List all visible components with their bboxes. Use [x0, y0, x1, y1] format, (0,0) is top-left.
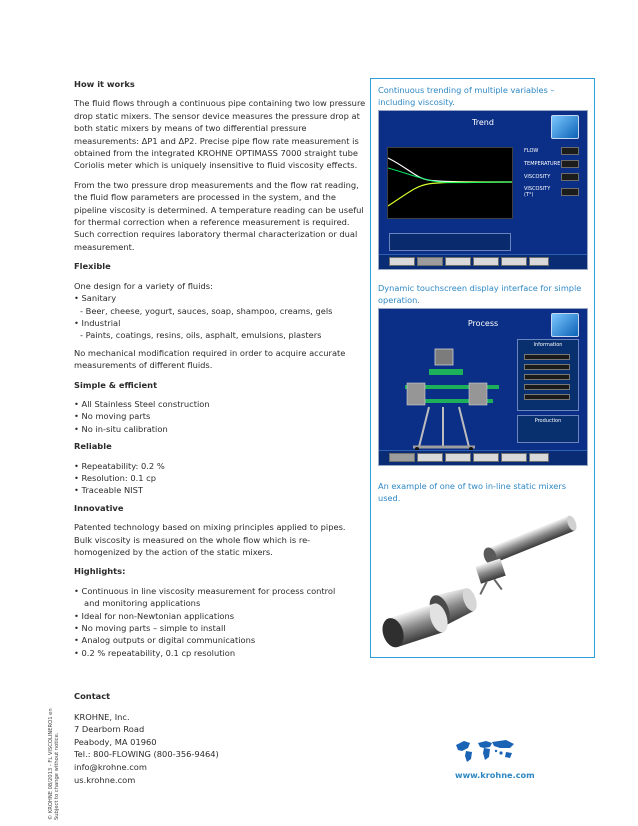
static-mixer-photo: [378, 503, 588, 656]
production-panel-title: Production: [534, 418, 562, 424]
flexible-sanitary-examples: - Beer, cheese, yogurt, sauces, soap, shampoo, creams, gels: [80, 305, 333, 316]
screen-button: [473, 257, 499, 266]
screen-button: [473, 453, 499, 462]
highlights-item: • No moving parts – simple to install: [74, 623, 226, 634]
left-column: [74, 78, 366, 659]
simple-efficient-heading: Simple & efficient: [74, 379, 158, 390]
flexible-bullet-industrial: • Industrial: [74, 317, 121, 328]
reliable-item: • Repeatability: 0.2 %: [74, 460, 165, 471]
highlights-item: • 0.2 % repeatability, 0.1 cp resolution: [74, 647, 236, 658]
information-panel: [517, 339, 579, 411]
reliable-item: • Traceable NIST: [74, 485, 143, 496]
value-box: [561, 160, 579, 168]
screen-button: [389, 453, 415, 462]
highlights-item: • Continuous in line viscosity measurement for process control: [74, 585, 336, 596]
how-it-works-heading: How it works: [74, 79, 135, 89]
contact-company: KROHNE, Inc.: [74, 711, 130, 722]
value-box: [561, 188, 579, 196]
side-legal-line-2: Subject to change without notice.: [54, 732, 61, 820]
website-link[interactable]: www.krohne.com: [455, 770, 535, 780]
screen-button: [445, 257, 471, 266]
trend-curves-icon: [388, 148, 512, 218]
screen-button: [529, 257, 549, 266]
production-panel: [517, 415, 579, 443]
label-viscosity: VISCOSITY: [524, 174, 551, 180]
contact-street: 7 Dearborn Road: [74, 724, 145, 735]
value-box: [561, 147, 579, 155]
process-screen-image: [378, 308, 588, 466]
flexible-industrial-examples: - Paints, coatings, resins, oils, asphalt, emulsions, plasters: [80, 330, 322, 341]
screen-button: [389, 257, 415, 266]
contact-website[interactable]: us.krohne.com: [74, 774, 136, 785]
how-it-works-paragraph-2: From the two pressure drop measurements and the flow rat reading, the fluid flow parameters are processed in the system, and the pipeline viscosity is determined. A temperature reading can be useful for thermal correction when a reference measurement is required. Such correction requires laboratory thermal characterization or dual measurement.: [74, 179, 364, 252]
contact-block: [74, 690, 324, 786]
highlights-item: • Ideal for non-Newtonian applications: [74, 610, 235, 621]
highlights-heading: Highlights:: [74, 566, 126, 577]
screen-button: [501, 453, 527, 462]
trend-screen-image: [378, 110, 588, 270]
simple-item: • All Stainless Steel construction: [74, 398, 210, 409]
trend-control-strip: [389, 233, 511, 251]
caption-static-mixer: An example of one of two in-line static mixers used.: [378, 481, 566, 503]
side-legal-line-1: © KROHNE 08/2013 - FL VISCOLINERO1 en: [48, 708, 54, 820]
trend-values-panel: [524, 147, 579, 232]
information-panel-title: Information: [533, 342, 563, 348]
screen-button: [417, 453, 443, 462]
process-device-icon: [389, 343, 519, 453]
caption-touchscreen: Dynamic touchscreen display interface for simple operation.: [378, 283, 582, 305]
side-legal-text: [48, 708, 60, 820]
innovative-heading: Innovative: [74, 502, 124, 513]
krohne-logo-icon: [551, 115, 579, 139]
highlights-item-continued: and monitoring applications: [84, 598, 201, 609]
contact-city: Peabody, MA 01960: [74, 736, 157, 747]
trend-screen-title: Trend: [472, 118, 494, 127]
label-flow: FLOW: [524, 148, 539, 154]
caption-trend: Continuous trending of multiple variables – including viscosity.: [378, 85, 555, 107]
screen-button: [417, 257, 443, 266]
reliable-item: • Resolution: 0.1 cp: [74, 472, 156, 483]
process-screen-title: Process: [467, 319, 499, 328]
flexible-bullet-sanitary: • Sanitary: [74, 293, 117, 304]
contact-heading: Contact: [74, 691, 111, 701]
process-button-bar: [379, 450, 587, 465]
flexible-paragraph-2: No mechanical modification required in order to acquire accurate measurements of different fluids.: [74, 347, 346, 371]
how-it-works-paragraph-1: The fluid flows through a continuous pipe containing two low pressure drop static mixers. The sensor device measures the pressure drop at both static mixers by means of two differential pressure measurements: ΔP1 and ΔP2. Precise pipe flow rate measurement is obtained from the integrated KROHNE OPTIMASS 7000 straight tube Coriolis meter which is uniquely insensitive to fluid viscosity effects.: [74, 98, 366, 171]
flexible-heading: Flexible: [74, 261, 111, 272]
trend-button-bar: [379, 254, 587, 269]
screen-button: [501, 257, 527, 266]
krohne-logo-icon: [551, 313, 579, 337]
screen-button: [445, 453, 471, 462]
label-viscosity-t: VISCOSITY (T°): [524, 186, 551, 198]
trend-plot: [387, 147, 513, 219]
screen-button: [529, 453, 549, 462]
contact-email[interactable]: info@krohne.com: [74, 761, 147, 772]
static-mixer-parts-icon: [378, 503, 588, 656]
flexible-intro: One design for a variety of fluids:: [74, 280, 213, 291]
label-temperature: TEMPERATURE: [524, 161, 561, 167]
simple-item: • No in-situ calibration: [74, 423, 168, 434]
reliable-heading: Reliable: [74, 441, 112, 452]
contact-phone: Tel.: 800-FLOWING (800-356-9464): [74, 749, 219, 760]
figures-box: [370, 78, 595, 658]
innovative-paragraph: Patented technology based on mixing principles applied to pipes. Bulk viscosity is measured on the whole flow which is re-homogenized by the action of the static mixers.: [74, 522, 346, 557]
highlights-item: • Analog outputs or digital communications: [74, 635, 256, 646]
simple-item: • No moving parts: [74, 411, 151, 422]
value-box: [561, 173, 579, 181]
world-map-icon: [452, 735, 522, 765]
